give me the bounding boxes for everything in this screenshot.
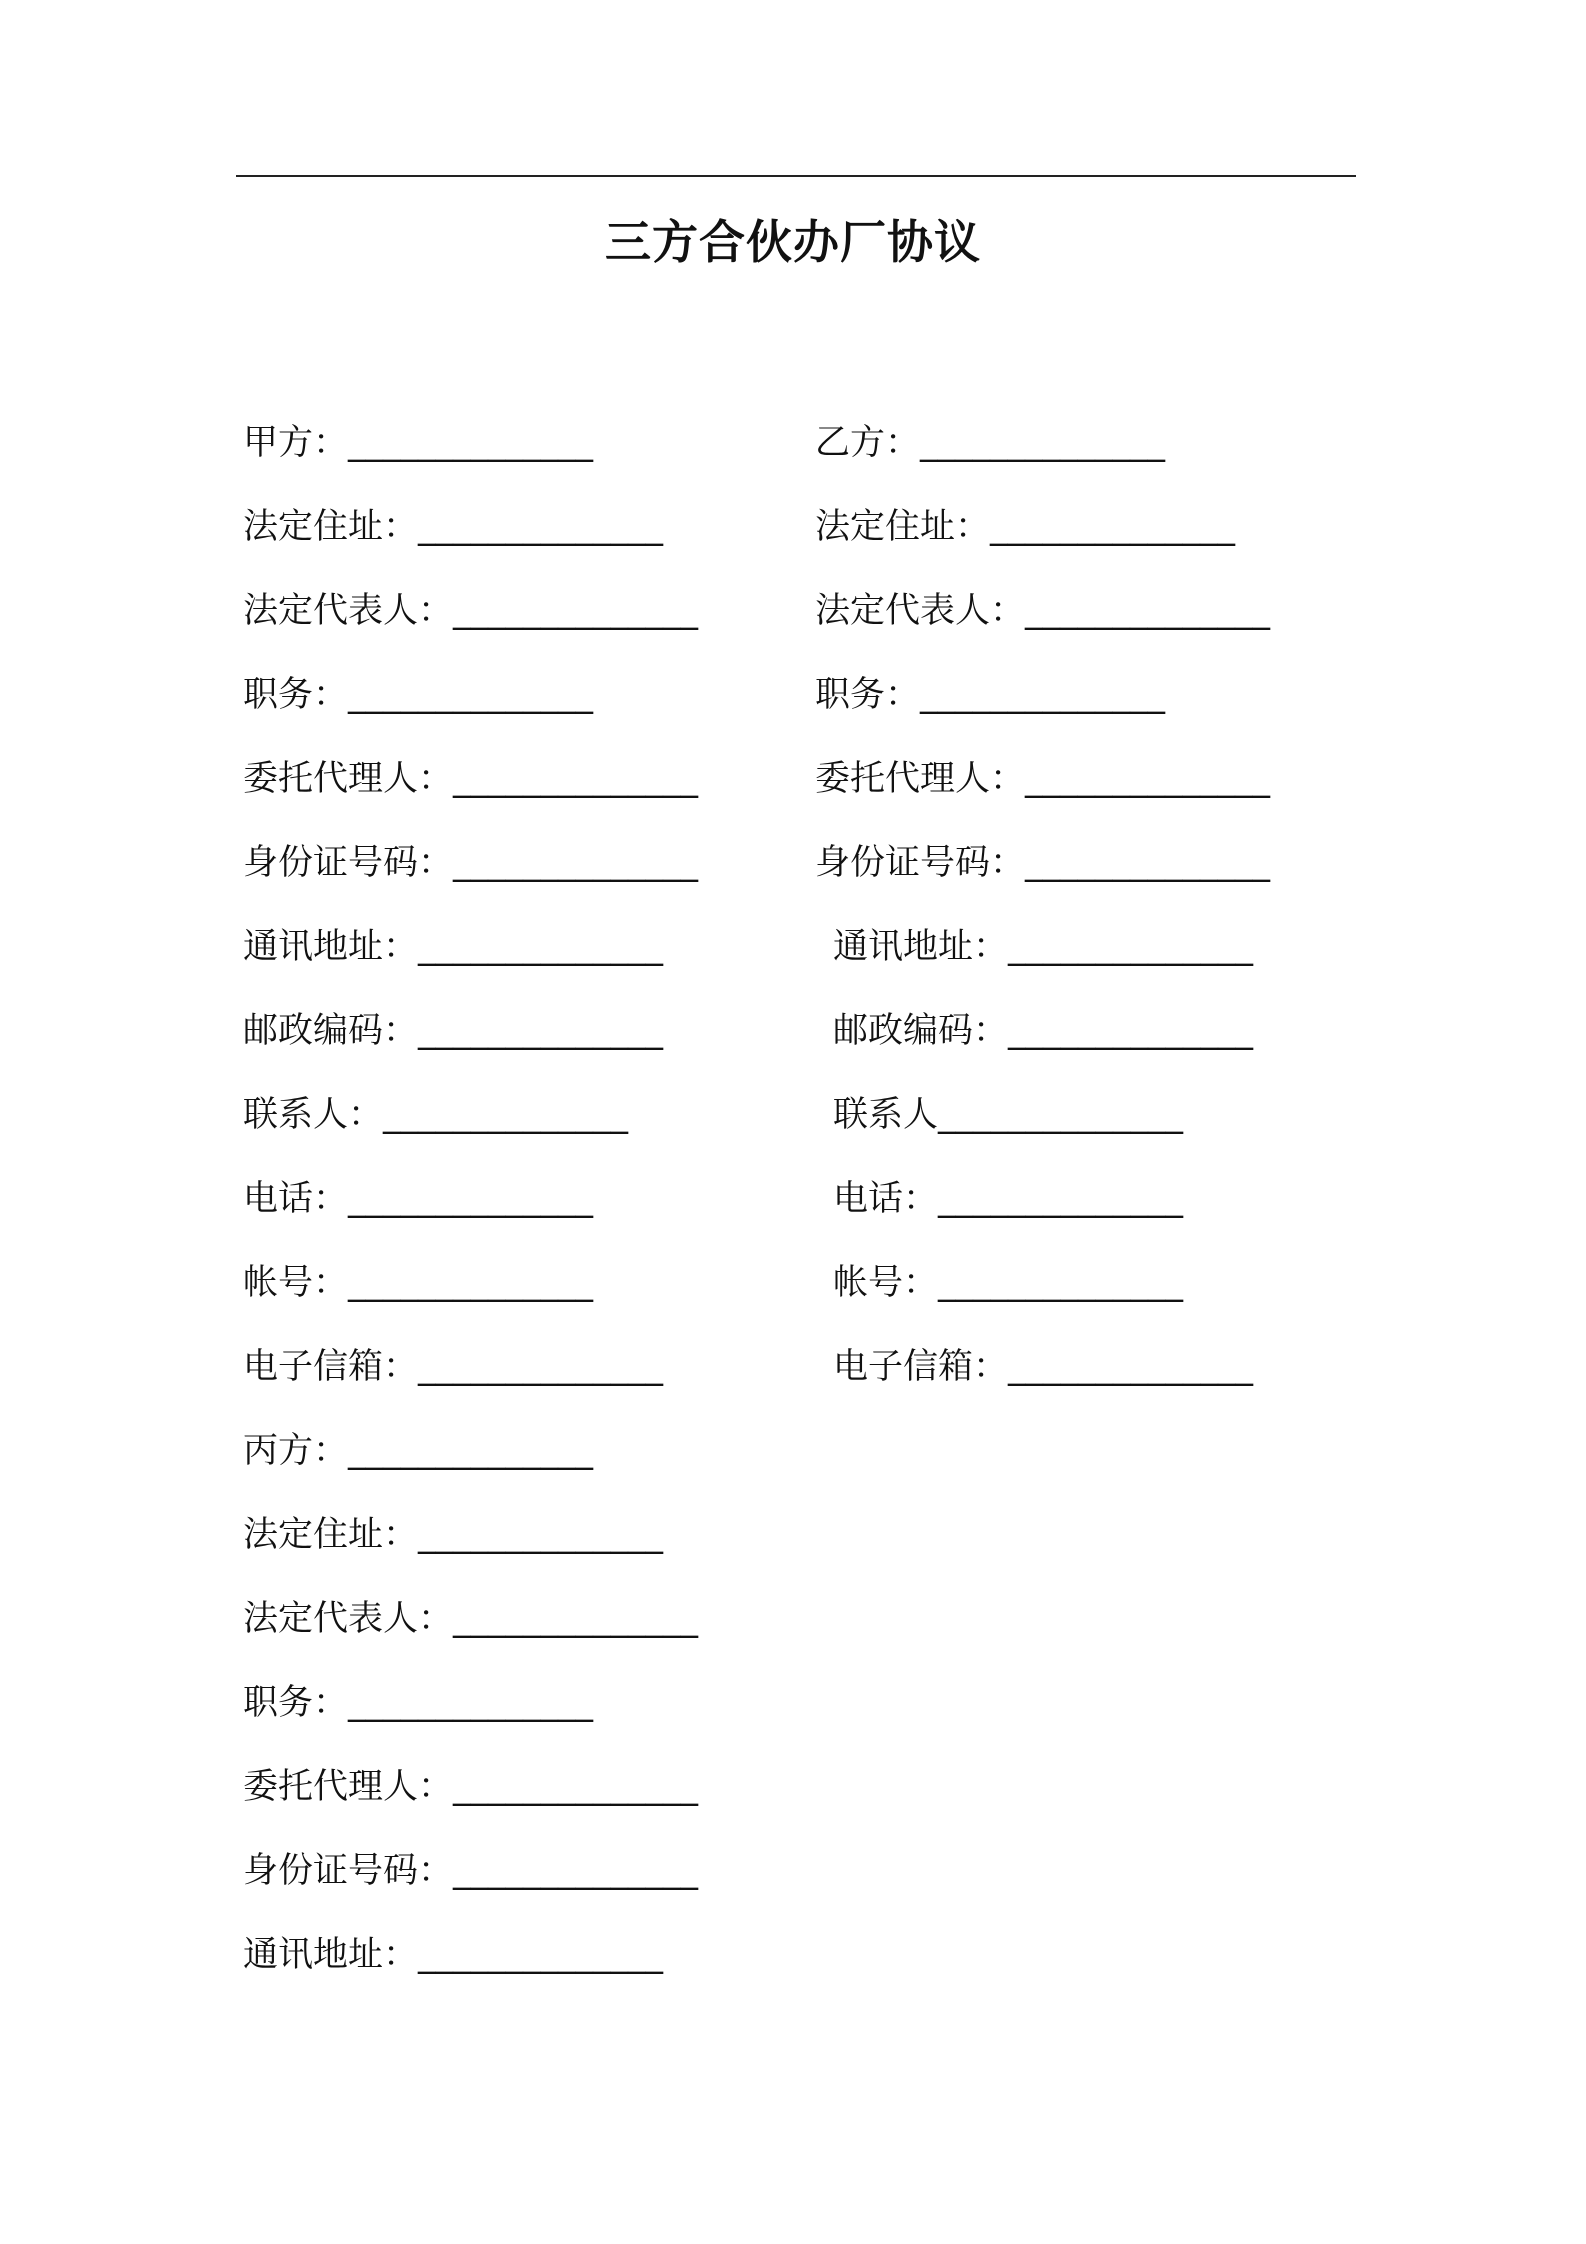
party-a-field-blank[interactable]: ______________ [418,1011,664,1051]
party-a-field-blank[interactable]: ______________ [418,507,664,547]
party-c-field-row [243,1594,698,1644]
party-a-field-blank[interactable]: ______________ [383,1095,629,1135]
party-b-field-label: 委托代理人： [815,759,1026,799]
party-c-field-blank[interactable]: ______________ [453,1599,699,1639]
party-c-field-label: 丙方： [243,1431,349,1471]
party-b-field-label: 联系人 [833,1095,939,1135]
party-a-field-label: 身份证号码： [243,843,454,883]
party-c-field-row [243,1930,663,1980]
party-a-field-label: 法定住址： [243,507,419,547]
party-b-field-label: 乙方： [815,423,921,463]
party-c-field-blank[interactable]: ______________ [348,1683,594,1723]
party-a-field-blank[interactable]: ______________ [348,675,594,715]
header-rule [236,175,1356,177]
party-a-field-row [243,418,593,468]
party-b-field-row [833,1342,1253,1392]
party-c-field-blank[interactable]: ______________ [418,1935,664,1975]
party-a-field-blank[interactable]: ______________ [453,843,699,883]
party-a-field-blank[interactable]: ______________ [348,1179,594,1219]
document-title: 三方合伙办厂协议 [605,215,981,269]
party-b-field-row [815,502,1235,552]
party-b-field-row [815,418,1165,468]
party-a-field-blank[interactable]: ______________ [418,1347,664,1387]
party-a-field-label: 职务： [243,675,349,715]
party-a-field-label: 甲方： [243,423,349,463]
party-b-field-row [833,922,1253,972]
party-a-field-blank[interactable]: ______________ [348,1263,594,1303]
party-b-field-blank[interactable]: ______________ [920,423,1166,463]
party-b-field-row [833,1258,1183,1308]
party-b-field-blank[interactable]: ______________ [1008,1011,1254,1051]
party-c-field-row [243,1846,698,1896]
party-b-field-blank[interactable]: ______________ [1025,591,1271,631]
party-b-field-label: 法定代表人： [815,591,1026,631]
party-a-field-row [243,922,663,972]
party-b-field-blank[interactable]: ______________ [990,507,1236,547]
party-a-field-row [243,1006,663,1056]
party-c-field-blank[interactable]: ______________ [453,1851,699,1891]
party-c-field-label: 身份证号码： [243,1851,454,1891]
party-c-field-label: 法定代表人： [243,1599,454,1639]
party-b-field-blank[interactable]: ______________ [938,1095,1184,1135]
party-b-field-blank[interactable]: ______________ [1025,759,1271,799]
party-a-field-row [243,670,593,720]
party-b-field-row [833,1174,1183,1224]
party-b-field-label: 帐号： [833,1263,939,1303]
party-c-field-blank[interactable]: ______________ [348,1431,594,1471]
party-b-field-label: 邮政编码： [833,1011,1009,1051]
party-a-field-label: 电子信箱： [243,1347,419,1387]
party-a-field-row [243,1342,663,1392]
party-a-field-row [243,586,698,636]
party-a-field-row [243,1090,628,1140]
party-b-field-row [833,1006,1253,1056]
party-a-field-row [243,838,698,888]
party-b-field-row [815,754,1270,804]
party-b-field-label: 电话： [833,1179,939,1219]
party-b-field-row [833,1090,1183,1140]
party-b-field-label: 身份证号码： [815,843,1026,883]
party-b-field-label: 职务： [815,675,921,715]
party-a-field-label: 邮政编码： [243,1011,419,1051]
party-b-field-blank[interactable]: ______________ [1008,1347,1254,1387]
party-c-field-row [243,1762,698,1812]
party-c-field-label: 委托代理人： [243,1767,454,1807]
party-b-field-blank[interactable]: ______________ [920,675,1166,715]
party-c-field-label: 法定住址： [243,1515,419,1555]
party-a-field-blank[interactable]: ______________ [453,759,699,799]
party-b-field-blank[interactable]: ______________ [1025,843,1271,883]
party-b-field-row [815,838,1270,888]
party-a-field-label: 委托代理人： [243,759,454,799]
party-a-field-row [243,502,663,552]
party-b-field-label: 电子信箱： [833,1347,1009,1387]
party-b-field-row [815,586,1270,636]
party-a-field-row [243,754,698,804]
party-b-field-row [815,670,1165,720]
party-a-field-blank[interactable]: ______________ [418,927,664,967]
party-a-field-blank[interactable]: ______________ [348,423,594,463]
party-b-field-blank[interactable]: ______________ [938,1263,1184,1303]
party-c-field-row [243,1510,663,1560]
party-b-field-label: 通讯地址： [833,927,1009,967]
party-a-field-row [243,1174,593,1224]
party-c-field-label: 职务： [243,1683,349,1723]
party-a-field-label: 联系人： [243,1095,384,1135]
party-b-field-label: 法定住址： [815,507,991,547]
party-c-field-blank[interactable]: ______________ [418,1515,664,1555]
party-c-field-row [243,1426,593,1476]
party-a-field-label: 通讯地址： [243,927,419,967]
party-a-field-row [243,1258,593,1308]
party-b-field-blank[interactable]: ______________ [938,1179,1184,1219]
party-c-field-label: 通讯地址： [243,1935,419,1975]
party-b-field-blank[interactable]: ______________ [1008,927,1254,967]
party-a-field-label: 电话： [243,1179,349,1219]
party-a-field-blank[interactable]: ______________ [453,591,699,631]
party-a-field-label: 法定代表人： [243,591,454,631]
party-c-field-row [243,1678,593,1728]
party-a-field-label: 帐号： [243,1263,349,1303]
party-c-field-blank[interactable]: ______________ [453,1767,699,1807]
